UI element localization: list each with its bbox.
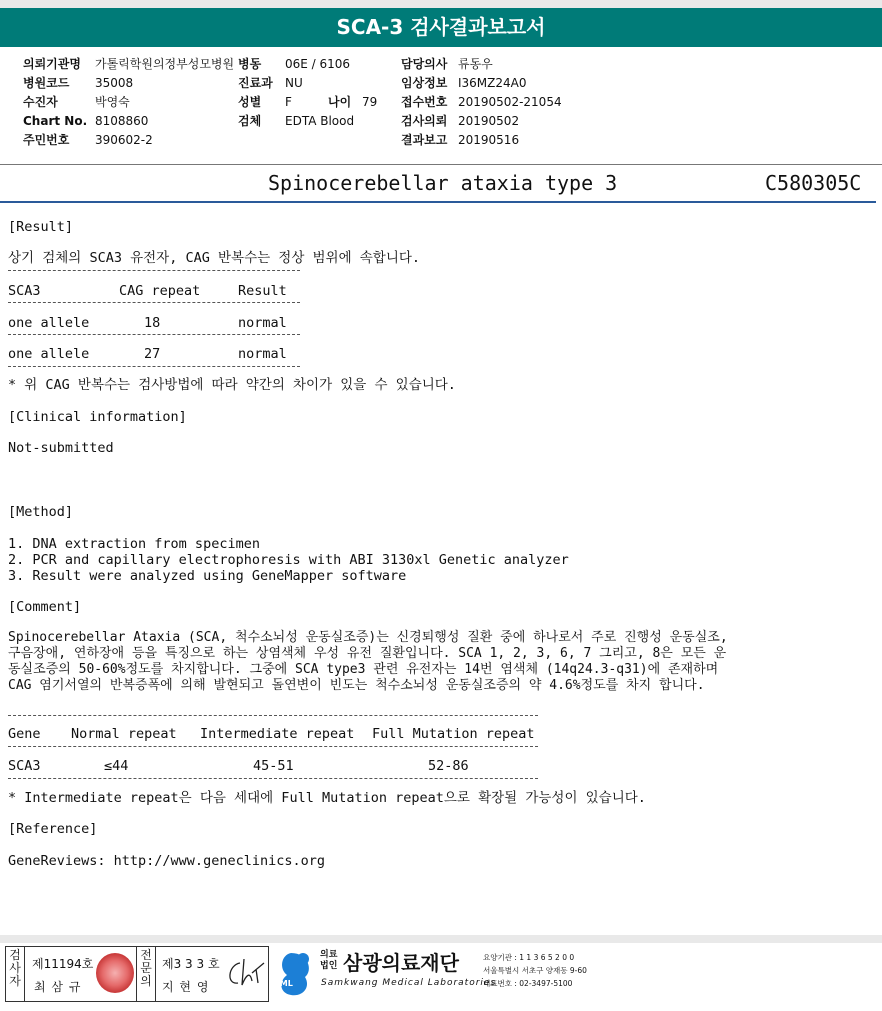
contact-line: 요양기관 : 1 1 3 6 5 2 0 0	[483, 953, 575, 962]
table-cell: 45-51	[253, 758, 294, 774]
field-label: 진료과	[238, 76, 273, 90]
chart-number-value: 8108860	[95, 114, 149, 128]
method-step: 2. PCR and capillary electrophoresis with ABI 3130xl Genetic analyzer	[8, 552, 569, 568]
handwritten-signature	[222, 955, 266, 991]
field-label: 병동	[238, 57, 262, 71]
table-divider	[8, 715, 538, 716]
ward-value: 06E / 6106	[285, 57, 351, 71]
physician-value: 류동우	[458, 57, 493, 71]
sml-logo-icon	[271, 947, 315, 999]
table-cell: 27	[144, 346, 161, 362]
top-border-bar	[0, 0, 882, 8]
report-title: SCA-3 검사결과보고서	[0, 8, 882, 47]
field-label: 수진자	[23, 95, 58, 109]
result-note: * 위 CAG 반복수는 검사방법에 따라 약간의 차이가 있을 수 있습니다.	[8, 377, 456, 393]
table-divider	[8, 334, 300, 335]
reference-heading: [Reference]	[8, 821, 98, 837]
requesting-institution-value: 가톨릭학원의정부성모병원	[95, 57, 235, 71]
license-number: 제3 3 3 호	[162, 957, 220, 971]
sex-value: F	[285, 95, 292, 109]
role-char: 사	[9, 961, 21, 975]
signer-role-cell	[136, 947, 156, 1001]
hospital-code-value: 35008	[95, 76, 134, 90]
table-cell: normal	[238, 346, 287, 362]
field-label: 주민번호	[23, 133, 70, 147]
org-prefix-line: 법인	[320, 961, 338, 971]
signature-box	[5, 946, 269, 1002]
org-prefix-line: 의료	[320, 950, 338, 960]
table-cell: 18	[144, 315, 161, 331]
result-heading: [Result]	[8, 219, 74, 235]
official-seal	[96, 953, 134, 993]
field-label: 담당의사	[401, 57, 448, 71]
repeat-table-header-normal: Normal repeat	[71, 726, 177, 742]
patient-info-column	[23, 55, 234, 150]
request-date-value: 20190502	[458, 114, 520, 128]
table-cell: normal	[238, 315, 287, 331]
field-label: 검체	[238, 114, 262, 128]
result-table-header-cag: CAG repeat	[119, 283, 201, 299]
contact-info	[483, 951, 587, 990]
specimen-value: EDTA Blood	[285, 114, 355, 128]
test-name: Spinocerebellar ataxia type 3	[268, 171, 618, 195]
table-cell: ≤44	[104, 758, 129, 774]
license-number: 제11194호	[32, 957, 94, 971]
role-char: 문	[140, 961, 152, 975]
department-value: NU	[285, 76, 303, 90]
table-divider	[8, 366, 300, 367]
report-date-value: 20190516	[458, 133, 520, 147]
repeat-table-header-gene: Gene	[8, 726, 41, 742]
org-prefix	[320, 950, 337, 972]
logo-badge-text: SML	[274, 979, 293, 988]
role-char: 전	[140, 948, 152, 962]
table-divider	[8, 746, 538, 747]
comment-line: 동실조증의 50-60%정도를 차지합니다. 그중에 SCA type3 관련 유전자는 14번 염색체 (14q24.3-q31)에 존재하며	[8, 662, 719, 677]
clinical-text: Not-submitted	[8, 440, 114, 456]
footer-border-bar	[0, 935, 882, 943]
report-info-column	[401, 55, 562, 150]
table-cell: one allele	[8, 315, 90, 331]
comment-line: 구음장애, 연하장애 등을 특징으로 하는 상염색체 우성 유전 질환입니다. SCA 1, 2, 3, 6, 7 그리고, 8은 모든 운	[8, 646, 727, 661]
table-cell: one allele	[8, 346, 90, 362]
patient-name-value: 박영숙	[95, 95, 130, 109]
method-heading: [Method]	[8, 504, 74, 520]
test-code: C580305C	[765, 171, 862, 195]
signer-name: 지 현 영	[162, 980, 210, 994]
comment-line: Spinocerebellar Ataxia (SCA, 척수소뇌성 운동실조증)는 신경퇴행성 질환 중에 하나로서 주로 진행성 운동실조,	[8, 630, 728, 645]
comment-line: CAG 염기서열의 반복증폭에 의해 발현되고 돌연변이 빈도는 척수소뇌성 운동실조증의 약 4.6%정도를 차지 합니다.	[8, 678, 705, 693]
resident-number-value: 390602-2	[95, 133, 153, 147]
signer-name: 최 삼 규	[34, 980, 82, 994]
field-label: 결과보고	[401, 133, 448, 147]
method-step: 3. Result were analyzed using GeneMapper software	[8, 568, 407, 584]
header-divider	[0, 164, 882, 165]
role-char: 검	[9, 948, 21, 962]
repeat-table-header-intermediate: Intermediate repeat	[200, 726, 355, 742]
org-name: 삼광의료재단	[343, 951, 459, 975]
reference-text: GeneReviews: http://www.geneclinics.org	[8, 853, 325, 869]
comment-heading: [Comment]	[8, 599, 82, 615]
field-label: 병원코드	[23, 76, 70, 90]
field-label: 검사의뢰	[401, 114, 448, 128]
field-label: 의뢰기관명	[23, 57, 81, 71]
signer-role-cell	[6, 947, 25, 1001]
org-english-name: Samkwang Medical Laboratories	[321, 978, 497, 988]
role-char: 자	[9, 974, 21, 988]
title-underline	[0, 201, 876, 203]
method-step: 1. DNA extraction from specimen	[8, 536, 260, 552]
comment-note: * Intermediate repeat은 다음 세대에 Full Mutation repeat으로 확장될 가능성이 있습니다.	[8, 790, 646, 806]
result-table-header-result: Result	[238, 283, 287, 299]
field-label: 임상정보	[401, 76, 448, 90]
table-cell: SCA3	[8, 758, 41, 774]
table-divider	[8, 270, 300, 271]
accession-number-value: 20190502-21054	[458, 95, 562, 109]
table-divider	[8, 778, 538, 779]
role-char: 의	[140, 974, 152, 988]
field-label: 성별	[238, 95, 262, 109]
contact-line: 대표번호 : 02-3497-5100	[483, 979, 573, 988]
table-divider	[8, 302, 300, 303]
result-table-header-gene: SCA3	[8, 283, 41, 299]
ward-info-column	[238, 55, 377, 131]
contact-line: 서울특별시 서초구 양재동 9-60	[483, 966, 587, 975]
clinical-info-value: I36MZ24A0	[458, 76, 527, 90]
repeat-table-header-full: Full Mutation repeat	[372, 726, 535, 742]
table-cell: 52-86	[428, 758, 469, 774]
clinical-heading: [Clinical information]	[8, 409, 187, 425]
field-label: Chart No.	[23, 114, 88, 128]
result-summary: 상기 검체의 SCA3 유전자, CAG 반복수는 정상 범위에 속합니다.	[8, 250, 421, 266]
age-value: 79	[362, 95, 378, 109]
field-label: 나이	[328, 95, 352, 109]
field-label: 접수번호	[401, 95, 448, 109]
